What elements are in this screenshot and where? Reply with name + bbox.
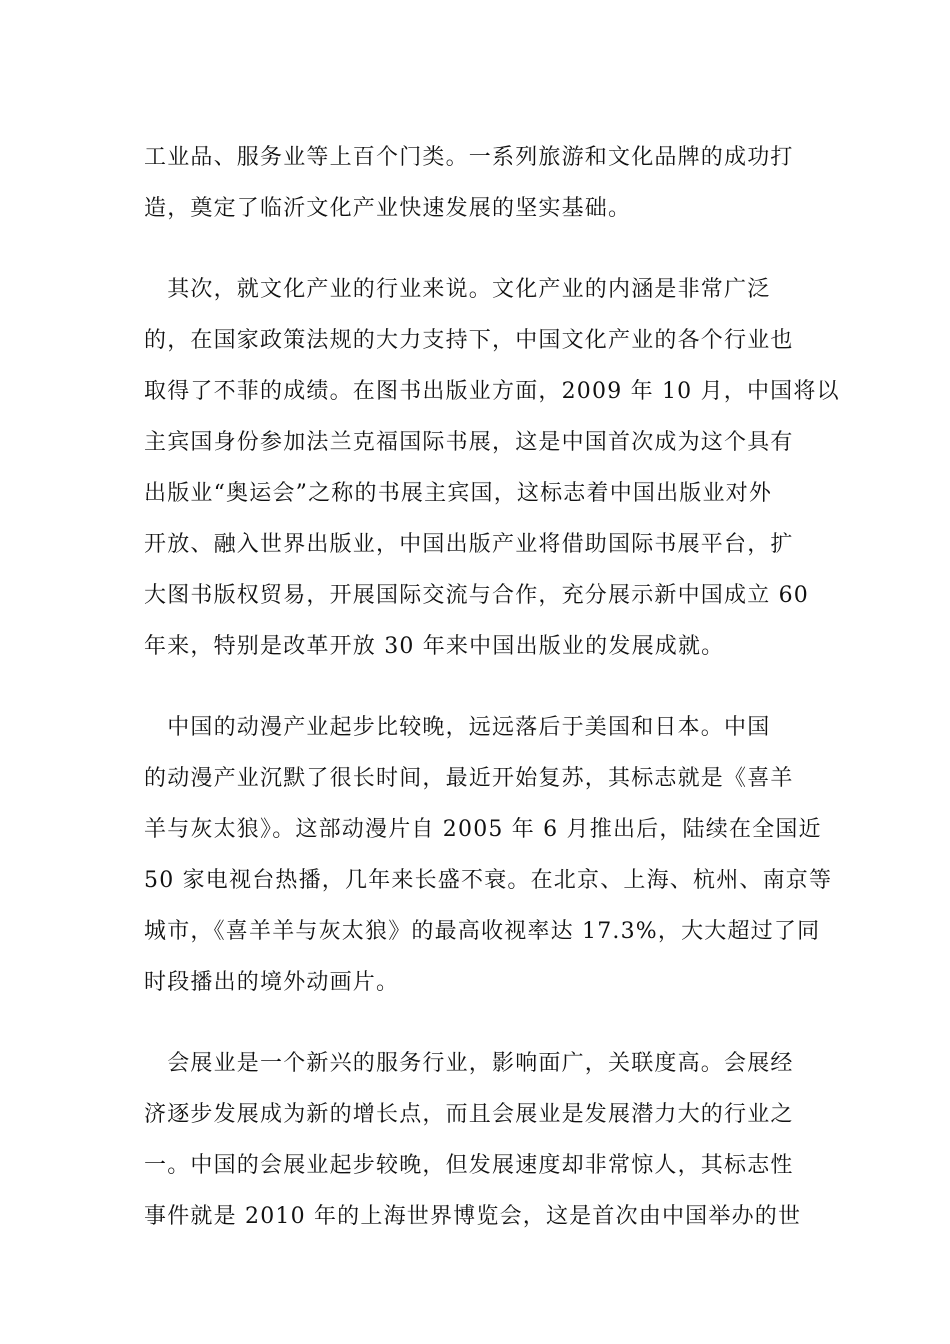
text-line: 大图书版权贸易，开展国际交流与合作，充分展示新中国成立 60 [144,583,809,608]
text-line: 中国的动漫产业起步比较晚，远远落后于美国和日本。中国 [144,715,771,740]
text-line: 工业品、服务业等上百个门类。一系列旅游和文化品牌的成功打 [144,145,794,170]
paragraph-spacer [144,672,808,702]
text-line: 时段播出的境外动画片。 [144,970,400,995]
paragraph-1 [144,132,808,234]
text-line: 一。中国的会展业起步较晚，但发展速度却非常惊人，其标志性 [144,1153,794,1178]
text-line: 50 家电视台热播，几年来长盛不衰。在北京、上海、杭州、南京等 [144,868,833,893]
text-line: 年来，特别是改革开放 30 年来中国出版业的发展成就。 [144,634,725,659]
document-body [144,132,840,1242]
paragraph-3 [144,702,833,1008]
paragraph-4 [144,1038,808,1242]
text-line: 城市，《喜羊羊与灰太狼》的最高收视率达 17.3%，大大超过了同 [144,919,821,944]
text-line: 造，奠定了临沂文化产业快速发展的坚实基础。 [144,196,632,221]
text-line: 羊与灰太狼》。这部动漫片自 2005 年 6 月推出后，陆续在全国近 [144,817,822,842]
text-line: 开放、融入世界出版业，中国出版产业将借助国际书展平台，扩 [144,532,794,557]
text-line: 出版业“奥运会”之称的书展主宾国，这标志着中国出版业对外 [144,481,773,506]
text-line: 会展业是一个新兴的服务行业，影响面广，关联度高。会展经 [144,1051,794,1076]
text-line: 事件就是 2010 年的上海世界博览会，这是首次由中国举办的世 [144,1204,802,1229]
paragraph-spacer [144,1008,808,1038]
text-line: 济逐步发展成为新的增长点，而且会展业是发展潜力大的行业之 [144,1102,794,1127]
text-line: 的动漫产业沉默了很长时间，最近开始复苏，其标志就是《喜羊 [144,766,794,791]
paragraph-2 [144,264,840,672]
paragraph-spacer [144,234,808,264]
text-line: 其次，就文化产业的行业来说。文化产业的内涵是非常广泛 [144,277,771,302]
text-line: 主宾国身份参加法兰克福国际书展，这是中国首次成为这个具有 [144,430,794,455]
text-line: 的，在国家政策法规的大力支持下，中国文化产业的各个行业也 [144,328,794,353]
text-line: 取得了不菲的成绩。在图书出版业方面，2009 年 10 月，中国将以 [144,379,840,404]
